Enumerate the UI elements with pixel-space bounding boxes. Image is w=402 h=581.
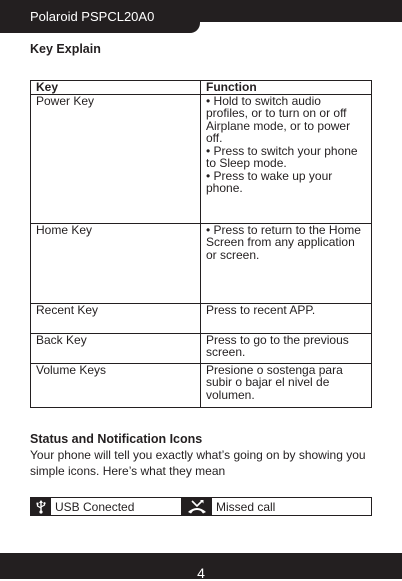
key-function	[201, 94, 372, 223]
function-line: phone.	[206, 181, 243, 195]
function-line: to Sleep mode.	[206, 156, 287, 170]
function-line: • Press to wake up your	[206, 168, 333, 183]
key-function	[201, 363, 372, 407]
table-row	[31, 94, 372, 223]
key-name: Recent Key	[31, 303, 201, 333]
function-line: • Hold to switch audio	[206, 93, 321, 108]
table-row	[31, 333, 372, 363]
function-line: screen.	[206, 345, 246, 359]
function-line: Presione o sostenga para	[206, 362, 343, 377]
table-row	[31, 223, 372, 303]
usb-icon	[31, 498, 51, 516]
table-row	[31, 363, 372, 407]
function-line: Press to recent APP.	[206, 302, 316, 317]
key-function	[201, 223, 372, 303]
function-line: Screen from any application	[206, 235, 355, 249]
function-line: profiles, or to turn on or off	[206, 106, 347, 120]
function-line: • Press to switch your phone	[206, 143, 358, 158]
function-column-header: Function	[201, 81, 372, 95]
key-name: Back Key	[31, 333, 201, 363]
function-line: off.	[206, 131, 223, 145]
key-name: Volume Keys	[31, 363, 201, 407]
key-column-header: Key	[31, 81, 201, 95]
function-line: subir o bajar el nivel de	[206, 375, 330, 389]
page-number: 4	[197, 565, 205, 581]
usb-connected-label: USB Conected	[51, 498, 182, 516]
key-name: Power Key	[31, 94, 201, 223]
function-line: or screen.	[206, 247, 260, 262]
function-line: volumen.	[206, 387, 255, 402]
key-function	[201, 333, 372, 363]
key-table-header-row	[31, 81, 372, 95]
missed-call-icon	[182, 498, 212, 516]
function-line: Press to go to the previous	[206, 332, 349, 347]
missed-call-label: Missed call	[212, 498, 372, 516]
header-title: Polaroid PSPCL20A0	[30, 9, 155, 24]
status-icons-intro: Your phone will tell you exactly what’s going on by showing you simple icons. Here’s what they mean	[30, 448, 366, 478]
icon-table-row	[31, 498, 372, 516]
function-line: • Press to return to the Home	[206, 222, 361, 237]
function-line: Airplane mode, or to power	[206, 118, 351, 133]
header-white-notch	[200, 22, 402, 33]
key-function	[201, 303, 372, 333]
key-name: Home Key	[31, 223, 201, 303]
status-icons-title: Status and Notification Icons	[30, 432, 203, 446]
key-explain-title: Key Explain	[30, 42, 101, 56]
key-table	[30, 80, 372, 408]
icon-table	[30, 497, 372, 516]
table-row	[31, 303, 372, 333]
header-bar	[0, 0, 402, 33]
